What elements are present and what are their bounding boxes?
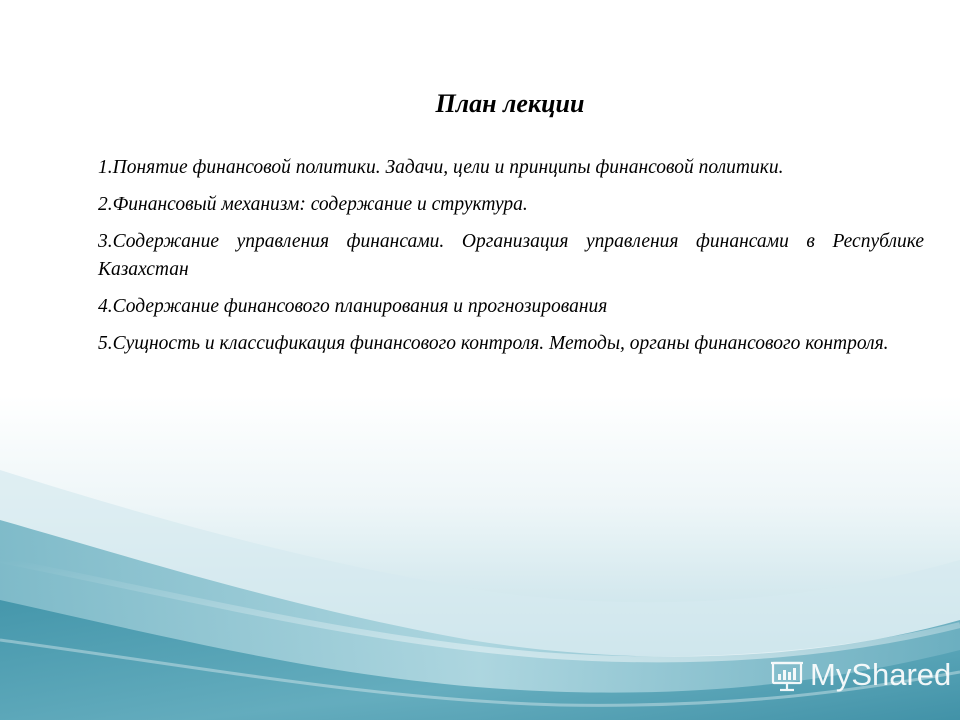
list-item: 5.Сущность и классификация финансового контроля. Методы, органы финансового контроля. <box>98 333 889 354</box>
presentation-board-icon <box>768 656 806 694</box>
list-item: 4.Содержание финансового планирования и прогнозирования <box>98 296 608 317</box>
lecture-plan-list <box>98 154 924 367</box>
slide-title: План лекции <box>435 89 585 118</box>
list-item: 3.Содержание управления финансами. Организация управления финансами в Республике Казахстан <box>98 231 924 280</box>
list-item: 2.Финансовый механизм: содержание и структура. <box>98 194 528 215</box>
list-item: 1.Понятие финансовой политики. Задачи, цели и принципы финансовой политики. <box>98 157 784 178</box>
watermark-text: MyShared <box>810 657 952 692</box>
myshared-watermark <box>768 654 951 696</box>
